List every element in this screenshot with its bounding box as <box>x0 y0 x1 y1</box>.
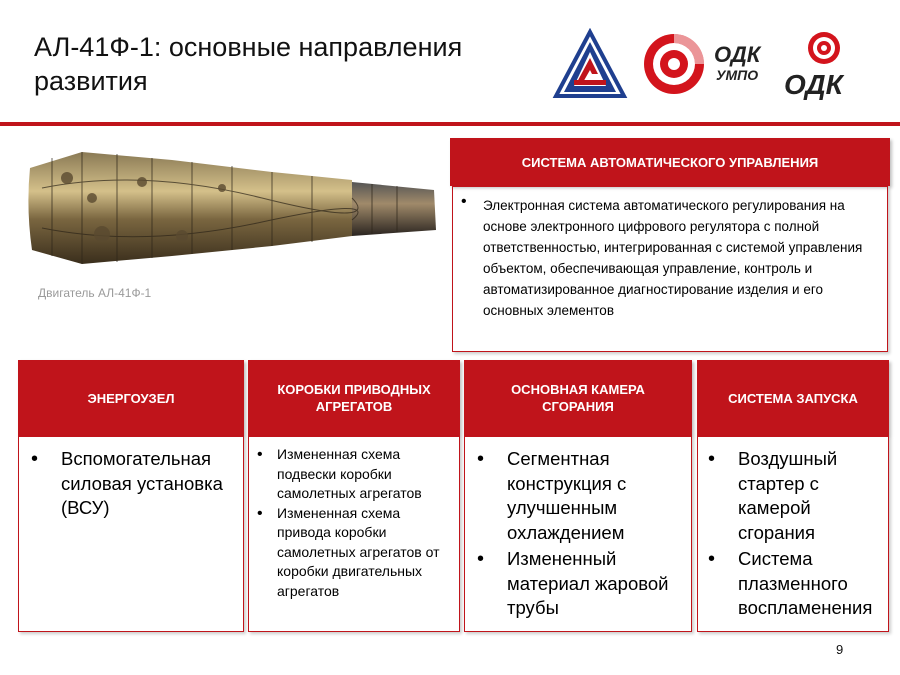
slide-title: АЛ-41Ф-1: основные направления развития <box>34 32 463 96</box>
card-gearbox-body <box>248 436 460 632</box>
control-system-header: СИСТЕМА АВТОМАТИЧЕСКОГО УПРАВЛЕНИЯ <box>450 138 890 186</box>
card-power-unit-header: ЭНЕРГОУЗЕЛ <box>18 360 244 436</box>
list-item: • Система плазменного воспламенения <box>738 547 880 621</box>
odk-logo-text: ОДК <box>784 69 843 100</box>
engine-caption: Двигатель АЛ-41Ф-1 <box>38 286 152 300</box>
card-start-system-body <box>697 436 889 632</box>
card-power-unit-body <box>18 436 244 632</box>
engine-image <box>22 138 442 278</box>
card-gearbox-header: КОРОБКИ ПРИВОДНЫХ АГРЕГАТОВ <box>248 360 460 436</box>
page-number: 9 <box>836 642 844 657</box>
control-system-text: Электронная система автоматического регулирования на основе электронного цифрового регулятора с полной ответственностью, интегрированная с системой управления объектом, обеспечивающая управление, контроль и автоматизированное диагностирование изделия и его основных элементов <box>483 198 863 318</box>
umpo-triangle-logo <box>556 32 624 96</box>
list-item: • Измененная схема подвески коробки самолетных агрегатов <box>277 445 455 504</box>
list-item: • Вспомогательная силовая установка (ВСУ) <box>61 447 235 521</box>
list-item: • Измененный материал жаровой трубы <box>507 547 683 621</box>
logos <box>552 28 892 100</box>
card-start-system-header: СИСТЕМА ЗАПУСКА <box>697 360 889 436</box>
odk-logo <box>808 32 840 64</box>
control-system-body <box>452 186 888 352</box>
list-item: • Измененная схема привода коробки самолетных агрегатов от коробки двигательных агрегатов <box>277 504 455 602</box>
list-item: • Сегментная конструкция с улучшенным охлаждением <box>507 447 683 545</box>
odk-swirl-logo <box>644 34 704 94</box>
bullet-icon: • <box>461 193 467 210</box>
umpo-logo-text-bottom: УМПО <box>716 67 759 83</box>
card-combustor-body <box>464 436 692 632</box>
umpo-logo-text-top: ОДК <box>714 42 761 67</box>
title-divider <box>0 122 900 126</box>
list-item: • Воздушный стартер с камерой сгорания <box>738 447 880 545</box>
card-combustor-header: ОСНОВНАЯ КАМЕРА СГОРАНИЯ <box>464 360 692 436</box>
